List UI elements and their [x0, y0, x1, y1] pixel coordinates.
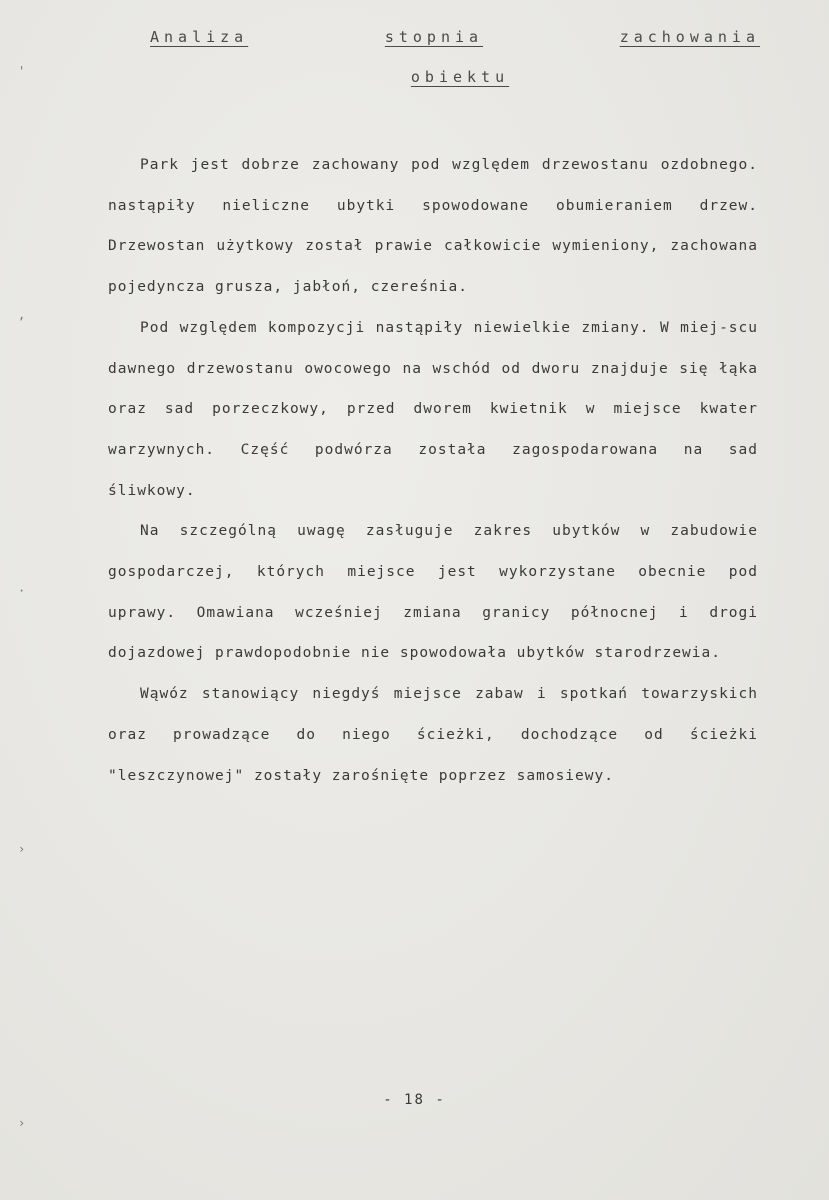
heading-word: stopnia	[384, 28, 484, 46]
punch-mark: '	[18, 64, 26, 78]
heading-word: obiektu	[410, 68, 510, 86]
paragraph: Pod względem kompozycji nastąpiły niewielkie zmiany. W miej-scu dawnego drzewostanu owocowego na wschód od dworu znajduje się łąka oraz sad porzeczkowy, przed dworem kwietnik w miejsce kwater warzywnych. Część podwórza została zagospodarowana na sad śliwkowy.	[108, 319, 758, 499]
heading-word: zachowania	[619, 28, 760, 46]
document-heading	[150, 28, 760, 86]
paragraph: Wąwóz stanowiący niegdyś miejsce zabaw i spotkań towarzyskich oraz prowadzące do niego ścieżki, dochodzące od ścieżki "leszczynowej" zostały zarośnięte poprzez samosiewy.	[108, 686, 758, 784]
paragraph: Na szczególną uwagę zasługuje zakres ubytków w zabudowie gospodarczej, których miejsce jest wykorzystane obecnie pod uprawy. Omawiana wcześniej zmiana granicy północnej i drogi dojazdowej prawdopodobnie nie spowodowała ubytków starodrzewia.	[108, 523, 758, 662]
paragraph: Park jest dobrze zachowany pod względem drzewostanu ozdobnego. nastąpiły nieliczne ubytki spowodowane obumieraniem drzew. Drzewostan użytkowy został prawie całkowicie wymieniony, zachowana pojedyncza grusza, jabłoń, czereśnia.	[108, 157, 758, 296]
page-number: - 18 -	[383, 1092, 446, 1108]
heading-word: Analiza	[150, 28, 249, 46]
punch-mark: ›	[18, 842, 26, 856]
punch-mark: ›	[18, 1116, 26, 1130]
document-body	[108, 145, 758, 796]
punch-mark: ,	[18, 308, 26, 322]
punch-mark: ·	[18, 584, 26, 598]
